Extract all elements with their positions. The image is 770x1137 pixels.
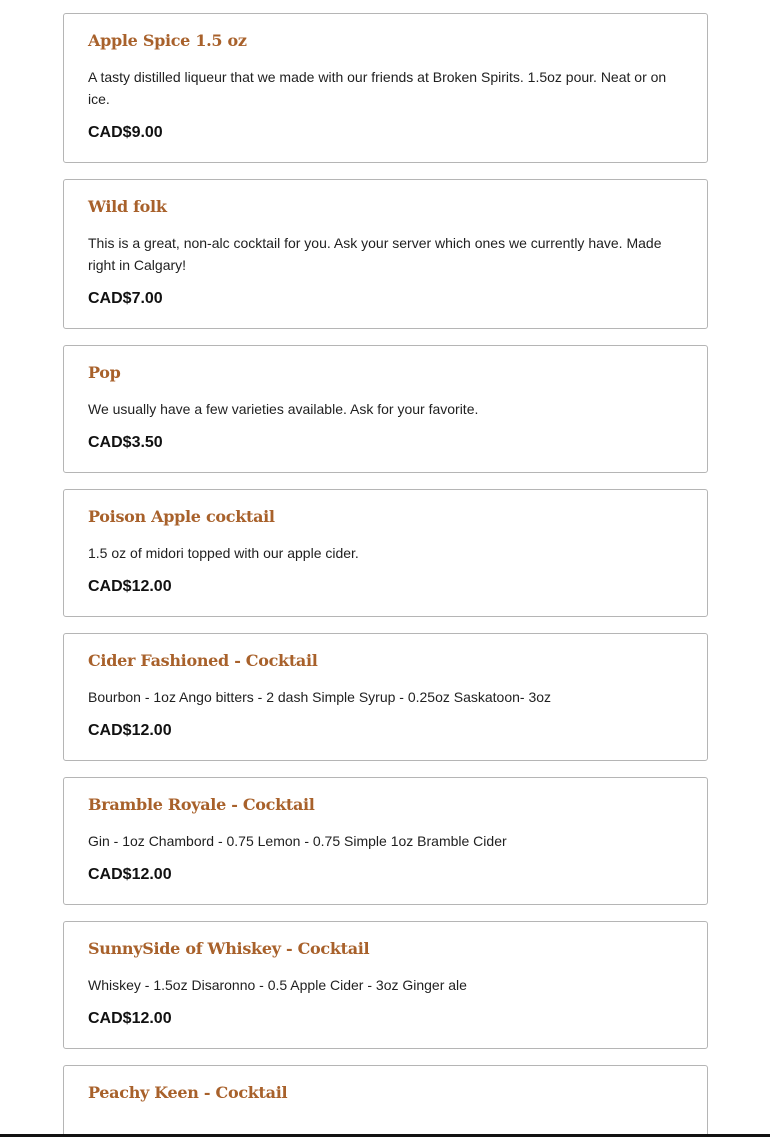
menu-item-price: CAD$7.00 [88,290,163,307]
menu-item-list [63,13,708,1137]
menu-item-card[interactable] [63,179,708,329]
menu-item-card[interactable] [63,345,708,473]
menu-item-description: This is a great, non-alc cocktail for you. Ask your server which ones we currently have. Made right in Calgary! [88,235,662,273]
menu-item-card[interactable] [63,777,708,905]
menu-item-name: Apple Spice 1.5 oz [88,31,247,50]
menu-item-name: Wild folk [88,197,167,216]
menu-item-price: CAD$3.50 [88,434,163,451]
menu-item-name: Bramble Royale - Cocktail [88,795,315,814]
menu-item-price: CAD$12.00 [88,722,172,739]
menu-item-price: CAD$12.00 [88,866,172,883]
menu-item-name: SunnySide of Whiskey - Cocktail [88,939,370,958]
menu-item-card[interactable] [63,1065,708,1137]
menu-item-description: We usually have a few varieties available. Ask for your favorite. [88,401,479,417]
menu-item-price: CAD$9.00 [88,124,163,141]
menu-item-card[interactable] [63,489,708,617]
menu-item-description: Gin - 1oz Chambord - 0.75 Lemon - 0.75 Simple 1oz Bramble Cider [88,833,507,849]
menu-item-name: Pop [88,363,121,382]
menu-item-name: Cider Fashioned - Cocktail [88,651,318,670]
menu-item-description: Bourbon - 1oz Ango bitters - 2 dash Simple Syrup - 0.25oz Saskatoon- 3oz [88,689,552,705]
menu-item-card[interactable] [63,921,708,1049]
menu-item-name: Peachy Keen - Cocktail [88,1083,288,1102]
menu-item-price: CAD$12.00 [88,578,172,595]
menu-item-description: A tasty distilled liqueur that we made with our friends at Broken Spirits. 1.5oz pour. Neat or on ice. [88,69,667,107]
menu-item-description: Whiskey - 1.5oz Disaronno - 0.5 Apple Cider - 3oz Ginger ale [88,977,467,993]
menu-item-name: Poison Apple cocktail [88,507,275,526]
menu-item-price: CAD$12.00 [88,1010,172,1027]
menu-item-card[interactable] [63,633,708,761]
menu-item-description: 1.5 oz of midori topped with our apple cider. [88,545,359,561]
menu-item-card[interactable] [63,13,708,163]
